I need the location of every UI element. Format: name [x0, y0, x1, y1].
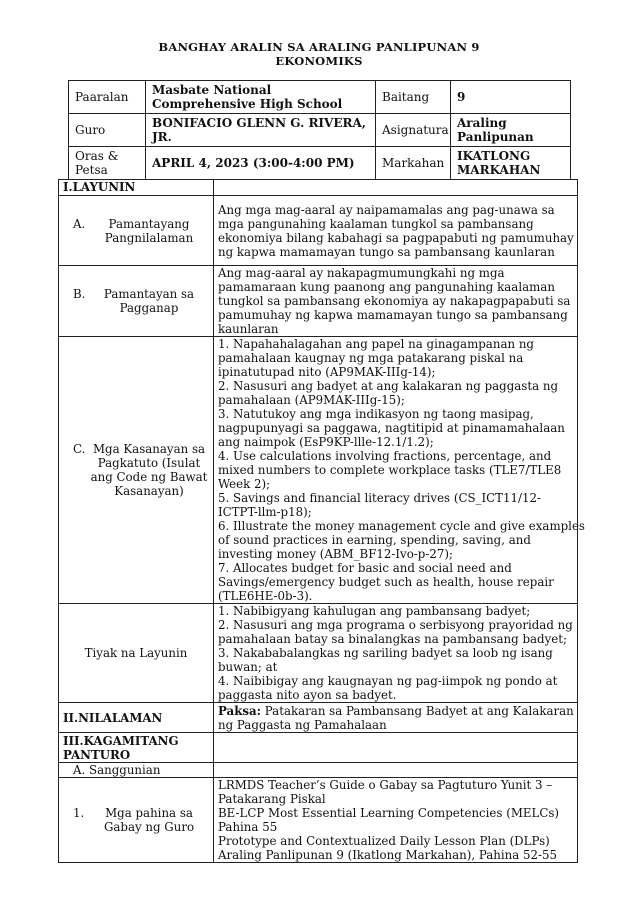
- pamantayan-sa-pagganap-text: [214, 266, 578, 337]
- text-line: Prototype and Contextualized Daily Lesson Plan (DLPs): [218, 834, 550, 848]
- guro-label: Guro: [69, 114, 146, 147]
- item-letter: A.: [73, 216, 86, 231]
- text-line: 7. Allocates budget for basic and social need and: [218, 561, 512, 575]
- text-line: Araling Panlipunan 9 (Ikatlong Markahan), Pahina 52-55: [218, 848, 558, 862]
- text-line: Ang mga mag-aaral ay naipamamalas ang pag-unawa sa: [218, 202, 555, 217]
- page-title: BANGHAY ARALIN SA ARALING PANLIPUNAN 9: [158, 40, 480, 54]
- plan-row: [59, 604, 578, 703]
- item-number: 1.: [73, 806, 85, 820]
- plan-row: [59, 733, 578, 763]
- plan-row: [59, 180, 578, 196]
- item-label: Pamantayan sa Pagganap: [103, 287, 195, 315]
- empty-cell: [214, 180, 578, 196]
- plan-row: [59, 196, 578, 266]
- item-label: Pamantayang Pangnilalaman: [104, 216, 194, 245]
- baitang-label: Baitang: [376, 81, 451, 114]
- text-line: Week 2);: [218, 477, 271, 491]
- text-line: pamahalaan (AP9MAK-IIIg-15);: [218, 393, 405, 407]
- pamantayang-pangnilalaman-cell: [59, 196, 214, 266]
- text-line: LRMDS Teacher’s Guide o Gabay sa Pagtuturo Yunit 3 –: [218, 778, 553, 792]
- text-line: 1. Napahahalagahan ang papel na ginagampanan ng: [218, 337, 534, 351]
- info-row: [69, 114, 571, 147]
- text-line: (TLE6HE-0b-3).: [218, 589, 313, 603]
- text-line: mga pangunahing kaalaman tungkol sa pambansang: [218, 216, 534, 231]
- kagamitan-heading: [59, 733, 214, 763]
- text-line: pamumuhay ng kapwa mamamayan tungo sa pambansang: [218, 308, 568, 322]
- plan-row: [59, 703, 578, 733]
- item-letter: A.: [73, 763, 86, 777]
- tiyak-na-layunin-label: Tiyak na Layunin: [59, 604, 214, 703]
- text-line: Savings/emergency budget such as health, house repair: [218, 575, 554, 589]
- pamantayan-sa-pagganap-cell: [59, 266, 214, 337]
- kagamitan-heading-line: PANTURO: [63, 747, 131, 762]
- kasanayan-text: [214, 337, 585, 604]
- plan-row: [59, 778, 578, 863]
- text-line: 2. Nasusuri ang badyet at ang kalakaran ng paggasta ng: [218, 379, 559, 393]
- text-line: ng kapwa mamamayan tungo sa pambansang kaunlaran: [218, 244, 555, 259]
- item-label: Mga pahina sa Gabay ng Guro: [103, 806, 195, 834]
- plan-row: [59, 337, 578, 604]
- text-line: pamamaraan kung paanong ang pangunahing kaalaman: [218, 280, 555, 294]
- info-row: [69, 81, 571, 114]
- text-line: tungkol sa pambansang ekonomiya ay nakapagpapabuti sa: [218, 294, 571, 308]
- page-subtitle: EKONOMIKS: [275, 54, 363, 68]
- text-line: Patakarang Piskal: [218, 792, 326, 806]
- text-line: investing money (ABM_BF12-Ivo-p-27);: [218, 547, 453, 561]
- markahan-label: Markahan: [376, 147, 451, 180]
- sanggunian-cell: [59, 763, 214, 778]
- text-line: Pahina 55: [218, 820, 278, 834]
- kasanayan-cell: [59, 337, 214, 604]
- paksa-cell: [214, 703, 578, 733]
- item-letter: C.: [73, 442, 86, 456]
- text-line: Ang mag-aaral ay nakapagmumungkahi ng mga: [218, 266, 505, 280]
- pahina-cell: [59, 778, 214, 863]
- asignatura-label: Asignatura: [376, 114, 451, 147]
- info-row: [69, 147, 571, 180]
- nilalaman-heading: II.NILALAMAN: [59, 703, 214, 733]
- text-line: 1. Nabibigyang kahulugan ang pambansang badyet;: [218, 604, 531, 618]
- empty-cell: [214, 763, 578, 778]
- text-line: kaunlaran: [218, 322, 279, 336]
- paksa-label: Paksa:: [218, 703, 262, 718]
- info-table: [68, 80, 571, 180]
- oras-label: Oras & Petsa: [69, 147, 146, 180]
- asignatura-value: Araling Panlipunan: [451, 114, 571, 147]
- text-line: ipinatutupad nito (AP9MAK-IIIg-14);: [218, 365, 436, 379]
- text-line: 4. Use calculations involving fractions, percentage, and: [218, 449, 552, 463]
- plan-row: [59, 763, 578, 778]
- guro-value: BONIFACIO GLENN G. RIVERA, JR.: [146, 114, 376, 147]
- lesson-plan-table: [58, 179, 585, 863]
- item-letter: B.: [73, 287, 86, 301]
- text-line: 4. Naibibigay ang kaugnayan ng pag-iimpok ng pondo at: [218, 674, 558, 688]
- layunin-heading: I.LAYUNIN: [59, 180, 214, 196]
- plan-row: [59, 266, 578, 337]
- paksa-text: Patakaran sa Pambansang Badyet at ang Kalakaran: [261, 703, 574, 718]
- text-line: 6. Illustrate the money management cycle and give examples: [218, 519, 585, 533]
- item-label: Sanggunian: [89, 763, 161, 777]
- pamantayang-pangnilalaman-text: [214, 196, 578, 266]
- text-line: pamahalaan kaugnay ng mga patakarang piskal na: [218, 351, 524, 365]
- text-line: 3. Nakababalangkas ng sariling badyet sa loob ng isang: [218, 646, 553, 660]
- paaralan-value: Masbate National Comprehensive High School: [146, 81, 376, 114]
- empty-cell: [214, 733, 578, 763]
- tiyak-na-layunin-text: [214, 604, 578, 703]
- text-line: ICTPT-llm-p18);: [218, 505, 312, 519]
- text-line: BE-LCP Most Essential Learning Competencies (MELCs): [218, 806, 560, 820]
- text-line: pamahalaan batay sa binalangkas na pambansang badyet;: [218, 632, 567, 646]
- text-line: ekonomiya bilang kabahagi sa pagpapabuti ng pamumuhay: [218, 230, 574, 245]
- paaralan-label: Paaralan: [69, 81, 146, 114]
- text-line: 2. Nasusuri ang mga programa o serbisyong prayoridad ng: [218, 618, 573, 632]
- text-line: of sound practices in earning, spending, saving, and: [218, 533, 531, 547]
- text-line: mixed numbers to complete workplace tasks (TLE7/TLE8: [218, 463, 562, 477]
- text-line: paggasta nito ayon sa badyet.: [218, 688, 397, 702]
- kagamitan-heading-line: III.KAGAMITANG: [63, 733, 179, 748]
- item-label: Mga Kasanayan sa Pagkatuto (Isulat ang Code ng Bawat Kasanayan): [90, 442, 208, 498]
- text-line: 5. Savings and financial literacy drives (CS_ICT11/12-: [218, 491, 541, 505]
- paksa-line: ng Paggasta ng Pamahalaan: [218, 717, 387, 732]
- text-line: 3. Natutukoy ang mga indikasyon ng taong masipag,: [218, 407, 534, 421]
- markahan-value: IKATLONG MARKAHAN: [451, 147, 571, 180]
- baitang-value: 9: [451, 81, 571, 114]
- oras-value: APRIL 4, 2023 (3:00-4:00 PM): [146, 147, 376, 180]
- text-line: ang naimpok (EsP9KP-llle-12.1/1.2);: [218, 435, 434, 449]
- text-line: nagpupunyagi sa paggawa, nagtitipid at pinamamahalaan: [218, 421, 565, 435]
- paksa-line: [218, 704, 573, 718]
- pahina-text: [214, 778, 578, 863]
- text-line: buwan; at: [218, 660, 278, 674]
